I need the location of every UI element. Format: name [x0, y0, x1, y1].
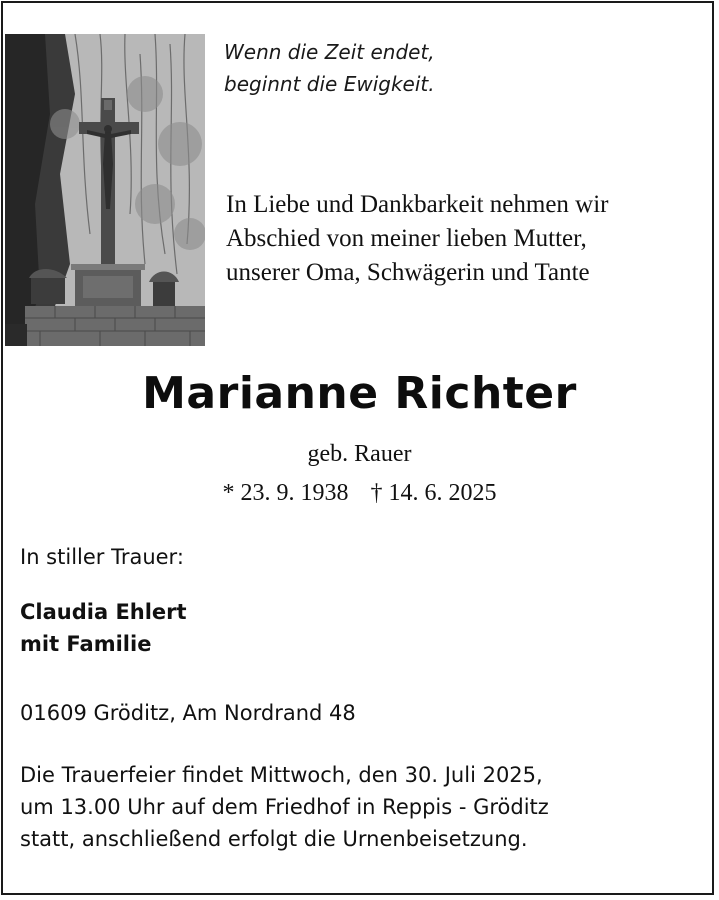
- ceremony-line-2: um 13.00 Uhr auf dem Friedhof in Reppis - Gröditz: [20, 795, 549, 819]
- cemetery-cross-photo: [5, 34, 205, 346]
- memorial-quote: [224, 36, 435, 100]
- quote-line-2: beginnt die Ewigkeit.: [224, 72, 435, 96]
- mourner-address: 01609 Gröditz, Am Nordrand 48: [20, 701, 356, 725]
- intro-line-1: In Liebe und Dankbarkeit nehmen wir: [226, 191, 609, 218]
- maiden-name: geb. Rauer: [307, 441, 412, 467]
- intro-line-3: unserer Oma, Schwägerin und Tante: [226, 259, 590, 286]
- mourning-heading: In stiller Trauer:: [20, 545, 184, 569]
- life-dates: [0, 480, 719, 507]
- mourner-line-2: mit Familie: [20, 632, 152, 656]
- death-date: † 14. 6. 2025: [370, 480, 497, 506]
- cross-image-icon: [5, 34, 205, 346]
- ceremony-line-1: Die Trauerfeier findet Mittwoch, den 30. Juli 2025,: [20, 763, 543, 787]
- mourner-line-1: Claudia Ehlert: [20, 600, 187, 624]
- mourners-names: [20, 596, 187, 660]
- quote-line-1: Wenn die Zeit endet,: [224, 40, 435, 64]
- deceased-name: Marianne Richter: [142, 368, 577, 419]
- farewell-intro: [226, 188, 609, 290]
- intro-line-2: Abschied von meiner lieben Mutter,: [226, 225, 587, 252]
- birth-date: * 23. 9. 1938: [222, 480, 349, 506]
- ceremony-line-3: statt, anschließend erfolgt die Urnenbeisetzung.: [20, 827, 528, 851]
- ceremony-details: [20, 759, 549, 855]
